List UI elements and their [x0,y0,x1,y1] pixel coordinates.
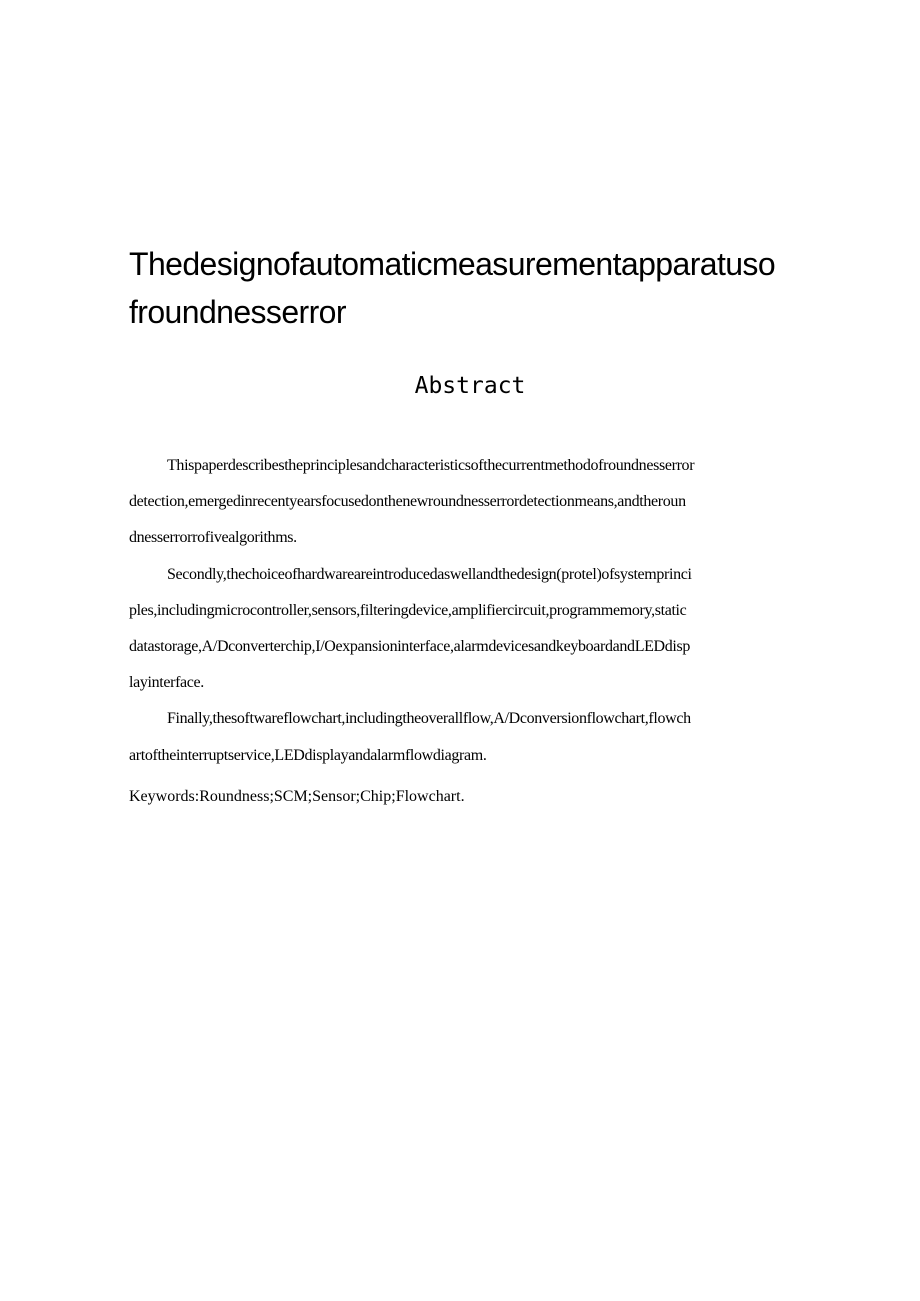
abstract-paragraph-3-line-1: Finally,thesoftwareflowchart,includingtheoverallflow,A/Dconversionflowchart,flowch [167,710,691,728]
abstract-paragraph-1-line-2: detection,emergedinrecentyearsfocusedonthenewroundnesserrordetectionmeans,andtheroun [129,493,686,511]
paper-title [129,240,819,336]
abstract-paragraph-1-line-3: dnesserrorrofivealgorithms. [129,529,297,547]
paper-title-line-2: froundnesserror [129,294,346,330]
paper-title-line-1: Thedesignofautomaticmeasurementapparatuso [129,246,776,282]
abstract-paragraph-2-line-4: layinterface. [129,674,204,692]
abstract-paragraph-3-line-2: artoftheinterruptservice,LEDdisplayandalarmflowdiagram. [129,746,487,764]
abstract-paragraph-2-line-2: ples,includingmicrocontroller,sensors,filteringdevice,amplifiercircuit,programmemory,static [129,601,687,619]
abstract-paragraph-2-line-3: datastorage,A/Dconverterchip,I/Oexpansioninterface,alarmdevicesandkeyboardandLEDdisp [129,637,691,655]
keywords-line: Keywords:Roundness;SCM;Sensor;Chip;Flowchart. [129,788,465,805]
abstract-paragraph-2-line-1: Secondly,thechoiceofhardwareareintroducedaswellandthedesign(protel)ofsystemprinci [167,565,692,583]
abstract-body [129,448,819,774]
abstract-heading: Abstract [414,373,526,399]
abstract-paragraph-1-line-1: Thispaperdescribestheprinciplesandcharacteristicsofthecurrentmethodofroundnesserror [167,457,695,474]
